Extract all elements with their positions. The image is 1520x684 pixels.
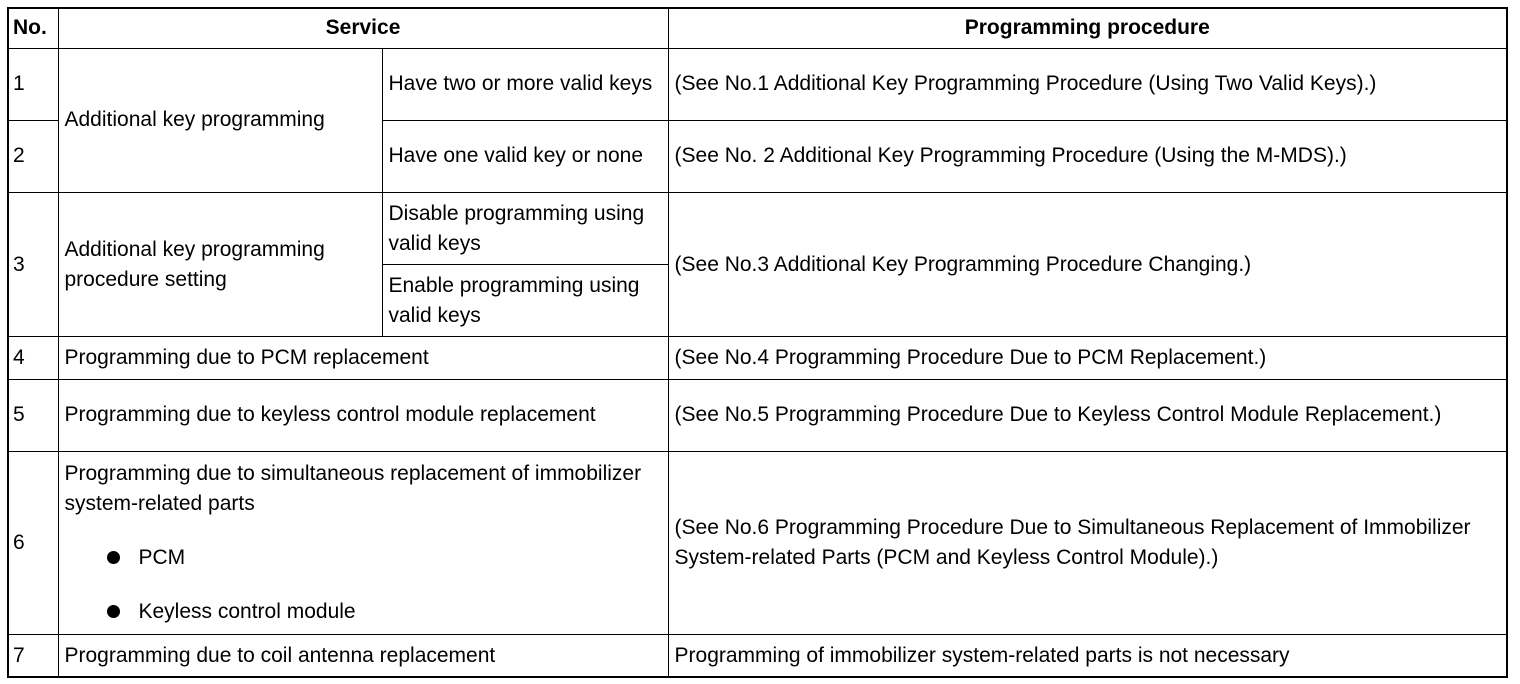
condition-cell: Have one valid key or none xyxy=(382,120,668,192)
service-cell: Programming due to coil antenna replacement xyxy=(58,635,668,677)
table-row xyxy=(8,193,1507,265)
service-text: Programming due to simultaneous replacement of immobilizer system-related parts xyxy=(64,462,642,516)
row-number: 4 xyxy=(8,337,58,379)
procedure-cell: (See No.1 Additional Key Programming Procedure (Using Two Valid Keys).) xyxy=(668,48,1507,120)
row-number: 6 xyxy=(8,451,58,635)
procedure-cell: (See No.3 Additional Key Programming Procedure Changing.) xyxy=(668,193,1507,337)
table-row xyxy=(8,379,1507,451)
procedure-cell: (See No.4 Programming Procedure Due to PCM Replacement.) xyxy=(668,337,1507,379)
header-service: Service xyxy=(58,8,668,48)
procedure-cell: Programming of immobilizer system-related parts is not necessary xyxy=(668,635,1507,677)
service-cell: Additional key programming procedure setting xyxy=(58,193,382,337)
row-number: 7 xyxy=(8,635,58,677)
table-row xyxy=(8,337,1507,379)
table-row xyxy=(8,48,1507,120)
procedure-cell: (See No.5 Programming Procedure Due to Keyless Control Module Replacement.) xyxy=(668,379,1507,451)
condition-cell: Disable programming using valid keys xyxy=(382,193,668,265)
header-procedure: Programming procedure xyxy=(668,8,1507,48)
service-cell xyxy=(58,451,668,635)
list-item: PCM xyxy=(103,543,662,573)
procedure-cell: (See No.6 Programming Procedure Due to Simultaneous Replacement of Immobilizer System-related Parts (PCM and Keyless Control Module).) xyxy=(668,451,1507,635)
condition-cell: Have two or more valid keys xyxy=(382,48,668,120)
table-row xyxy=(8,635,1507,677)
row-number: 5 xyxy=(8,379,58,451)
service-cell: Programming due to keyless control module replacement xyxy=(58,379,668,451)
list-item: Keyless control module xyxy=(103,597,662,627)
service-table xyxy=(7,7,1508,678)
service-cell: Additional key programming xyxy=(58,48,382,192)
service-cell: Programming due to PCM replacement xyxy=(58,337,668,379)
row-number: 2 xyxy=(8,120,58,192)
row-number: 1 xyxy=(8,48,58,120)
table-row xyxy=(8,451,1507,635)
row-number: 3 xyxy=(8,193,58,337)
header-row xyxy=(8,8,1507,48)
procedure-cell: (See No. 2 Additional Key Programming Procedure (Using the M-MDS).) xyxy=(668,120,1507,192)
parts-list xyxy=(65,543,662,627)
condition-cell: Enable programming using valid keys xyxy=(382,265,668,337)
header-no: No. xyxy=(8,8,58,48)
